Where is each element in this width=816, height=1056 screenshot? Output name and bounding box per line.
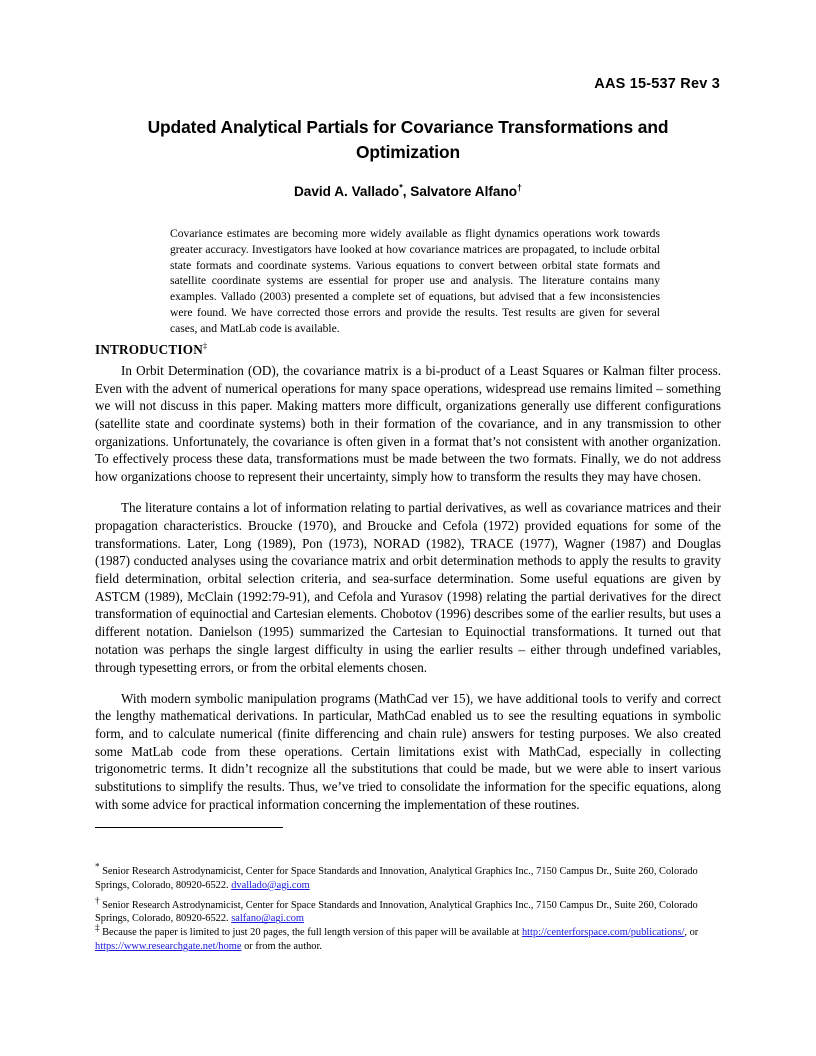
- footnote-2: [95, 895, 725, 927]
- footnote-separator-rule: [95, 827, 283, 828]
- paragraph: With modern symbolic manipulation programs (MathCad ver 15), we have additional tools to verify and correct the lengthy mathematical derivations. In particular, MathCad enabled us to see the resulting equations in symbolic form, and to calculate numerical (finite differencing and chain rule) answers for testing purposes. We also created some MatLab code from these operations. Certain limitations exist with MathCad, especially in collecting trigonometric terms. It didn’t recognize all the substitutions that could be made, but we were able to insert various substitutions to simplify the results. Thus, we’ve tried to consolidate the information for the specific equations, along with some advice for practical information concerning the implementation of these routines.: [95, 690, 721, 812]
- paragraph: In Orbit Determination (OD), the covariance matrix is a bi-product of a Least Squares or Kalman filter process. Even with the advent of numerical operations for many space operations, widespread use remains limited – something we will not discuss in this paper. Making matters more difficult, organizations generally use different configurations (satellite state and coordinate systems) both in their formation of the covariance, and in any transmission to other organizations. Unfortunately, the covariance is often given in a format that’s not consistent with another organization. To effectively process these data, transformations must be made between the two formats. Finally, we do not address how organizations choose to represent their uncertainty, simply how to transform the results they may have chosen.: [95, 363, 721, 485]
- footnote-3: [95, 922, 725, 954]
- footnote-2-text: Senior Research Astrodynamicist, Center for Space Standards and Innovation, Analytical Graphics Inc., 7150 Campus Dr., Suite 260, Colorado Springs, Colorado, 80920-6522.: [95, 899, 698, 925]
- footnote-2-email-link[interactable]: salfano@agi.com: [231, 913, 304, 925]
- footnote-3-text-middle: , or: [684, 927, 699, 939]
- footnote-mark-1: *: [95, 861, 100, 872]
- footnote-3-text-after: or from the author.: [241, 941, 322, 953]
- footnote-1-text: Senior Research Astrodynamicist, Center for Space Standards and Innovation, Analytical Graphics Inc., 7150 Campus Dr., Suite 260, Colorado Springs, Colorado, 80920-6522.: [95, 866, 698, 891]
- page-title: Updated Analytical Partials for Covariance Transformations and Optimization: [147, 117, 669, 162]
- paragraph: The literature contains a lot of information relating to partial derivatives, as well as covariance matrices and their propagation characteristics. Broucke (1970), and Broucke and Cefola (1972) provided equations for some of the transformations. Later, Long (1989), Pon (1973), NORAD (1982), TRACE (1977), Wagner (1987) and Douglas (1987) conducted analyses using the covariance matrix and orbit determination methods to apply the results to gravity field determination, orbital selection criteria, and sea-surface determination. Some useful equations are given by ASTCM (1989), McClain (1992:79-91), and Cefola and Yurasov (1998) relating the partial derivatives for the direct transformation of equinoctial and Cartesian elements. Chobotov (1996) describes some of the earlier results, but uses a different notation. Danielson (1995) summarized the Cartesian to Equinoctial transformations. It turned out that notation was perhaps the single largest difficulty in using the earlier results – either through undefined variables, through typesetting errors, or from the orbital elements chosen.: [95, 500, 721, 675]
- footnote-3-url-link-2[interactable]: https://www.researchgate.net/home: [95, 941, 242, 953]
- footnote-3-text-before: Because the paper is limited to just 20 pages, the full length version of this paper will be available at: [99, 927, 522, 939]
- author-name-1: David A. Vallado: [293, 184, 400, 199]
- footnotes-block: [95, 861, 725, 954]
- footnote-1-email-link[interactable]: dvallado@agi.com: [231, 879, 310, 891]
- footnote-mark-2: †: [95, 895, 100, 906]
- author-name-2: Salvatore Alfano: [410, 184, 518, 199]
- body-text: [95, 362, 721, 827]
- title-block: [108, 115, 708, 164]
- footnote-1: [95, 861, 725, 893]
- report-number: AAS 15-537 Rev 3: [594, 76, 720, 92]
- section-footnote-mark: ‡: [202, 340, 208, 351]
- section-heading-introduction: [95, 342, 207, 358]
- author-separator: ,: [402, 184, 411, 199]
- footnote-mark-3: ‡: [95, 922, 100, 933]
- abstract-text: Covariance estimates are becoming more widely available as flight dynamics operations work towards greater accuracy. Investigators have looked at how covariance matrices are propagated, to include orbital state formats and coordinate systems. Various equations to convert between orbital state formats and satellite coordinate systems are essential for proper use and analysis. The literature contains many examples. Vallado (2003) presented a complete set of equations, but advised that a few inconsistencies were found. We have corrected those errors and provide the results. Test results are given for several cases, and MatLab code is available.: [170, 227, 660, 335]
- author-footnote-mark-1: *: [399, 182, 403, 193]
- author-footnote-mark-2: †: [517, 182, 523, 193]
- footnote-3-url-link-1[interactable]: http://centerforspace.com/publications/: [521, 927, 685, 939]
- section-heading-label: INTRODUCTION: [95, 342, 203, 357]
- author-line: [108, 184, 708, 199]
